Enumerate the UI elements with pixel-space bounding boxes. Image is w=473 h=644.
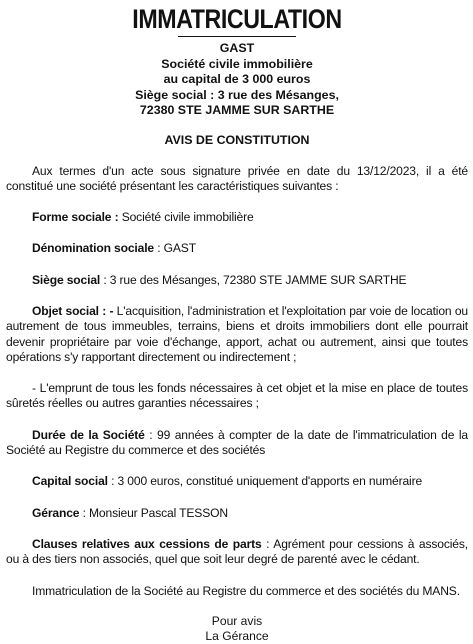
signature-pour-avis: Pour avis [211,613,263,628]
siege-value: : 3 rue des Mésanges, 72380 STE JAMME SUR SARTHE [100,272,407,287]
objet-social [6,304,468,365]
company-header [6,41,468,119]
objet-separator: : - [98,303,117,318]
title-rule [178,36,296,37]
duree-value: : 99 années à compter de la date de l'immatriculation de la Société au Registre du commerce et des sociétés [6,427,468,458]
capital-value: : 3 000 euros, constitué uniquement d'apports en numéraire [107,474,423,489]
gerance-label: Gérance [32,505,80,520]
company-seat: Siège social : 3 rue des Mésanges, [135,87,339,102]
capital-label: Capital social [32,474,108,489]
company-city: 72380 STE JAMME SUR SARTHE [139,103,335,117]
section-title: AVIS DE CONSTITUTION [164,132,310,147]
denomination-value: : GAST [154,241,196,256]
company-type: Société civile immobilière [161,56,313,71]
signature-block [6,614,468,644]
objet-label: Objet social [32,303,99,318]
gerance-value: : Monsieur Pascal TESSON [79,505,228,520]
notice-title: IMMATRICULATION [132,4,342,34]
denomination-sociale [6,241,468,256]
objet-value: L'acquisition, l'administration et l'exploitation par voie de location ou autrement de tous immeubles, terrains, biens et droits immobiliers dont elle pourrait devenir propriétaire par voie d'échange, apport, achat ou autrement, ainsi que toutes opérations s'y rapportant directement ou indirectement ; [6,303,468,364]
clauses-value: : Agrément pour cessions à associés, ou à des tiers non associés, quel que soit leur degré de parenté avec le cédant. [6,536,468,567]
gerance [6,506,468,521]
company-name: GAST [219,41,255,55]
forme-sociale [6,210,468,225]
denomination-label: Dénomination sociale [32,241,154,256]
forme-value: Société civile immobilière [118,210,254,225]
clauses-cessions [6,537,468,568]
duree-societe [6,428,468,459]
capital-social [6,474,468,489]
immatriculation-rcs: Immatriculation de la Société au Registre du commerce et des sociétés du MANS. [32,583,460,598]
company-capital: au capital de 3 000 euros [163,72,311,86]
siege-social [6,273,468,288]
siege-label: Siège social [32,272,101,287]
signature-gerance: La Gérance [205,628,269,643]
objet-social-emprunt: - L'emprunt de tous les fonds nécessaires à cet objet et la mise en place de toutes sûretés réelles ou autres garanties nécessaires ; [6,381,468,411]
duree-label: Durée de la Société [32,427,145,442]
forme-label: Forme sociale : [32,210,119,225]
intro-paragraph: Aux termes d'un acte sous signature privée en date du 13/12/2023, il a été constitué une société présentant les caractéristiques suivantes : [6,163,468,193]
clauses-label: Clauses relatives aux cessions de parts [32,536,262,551]
